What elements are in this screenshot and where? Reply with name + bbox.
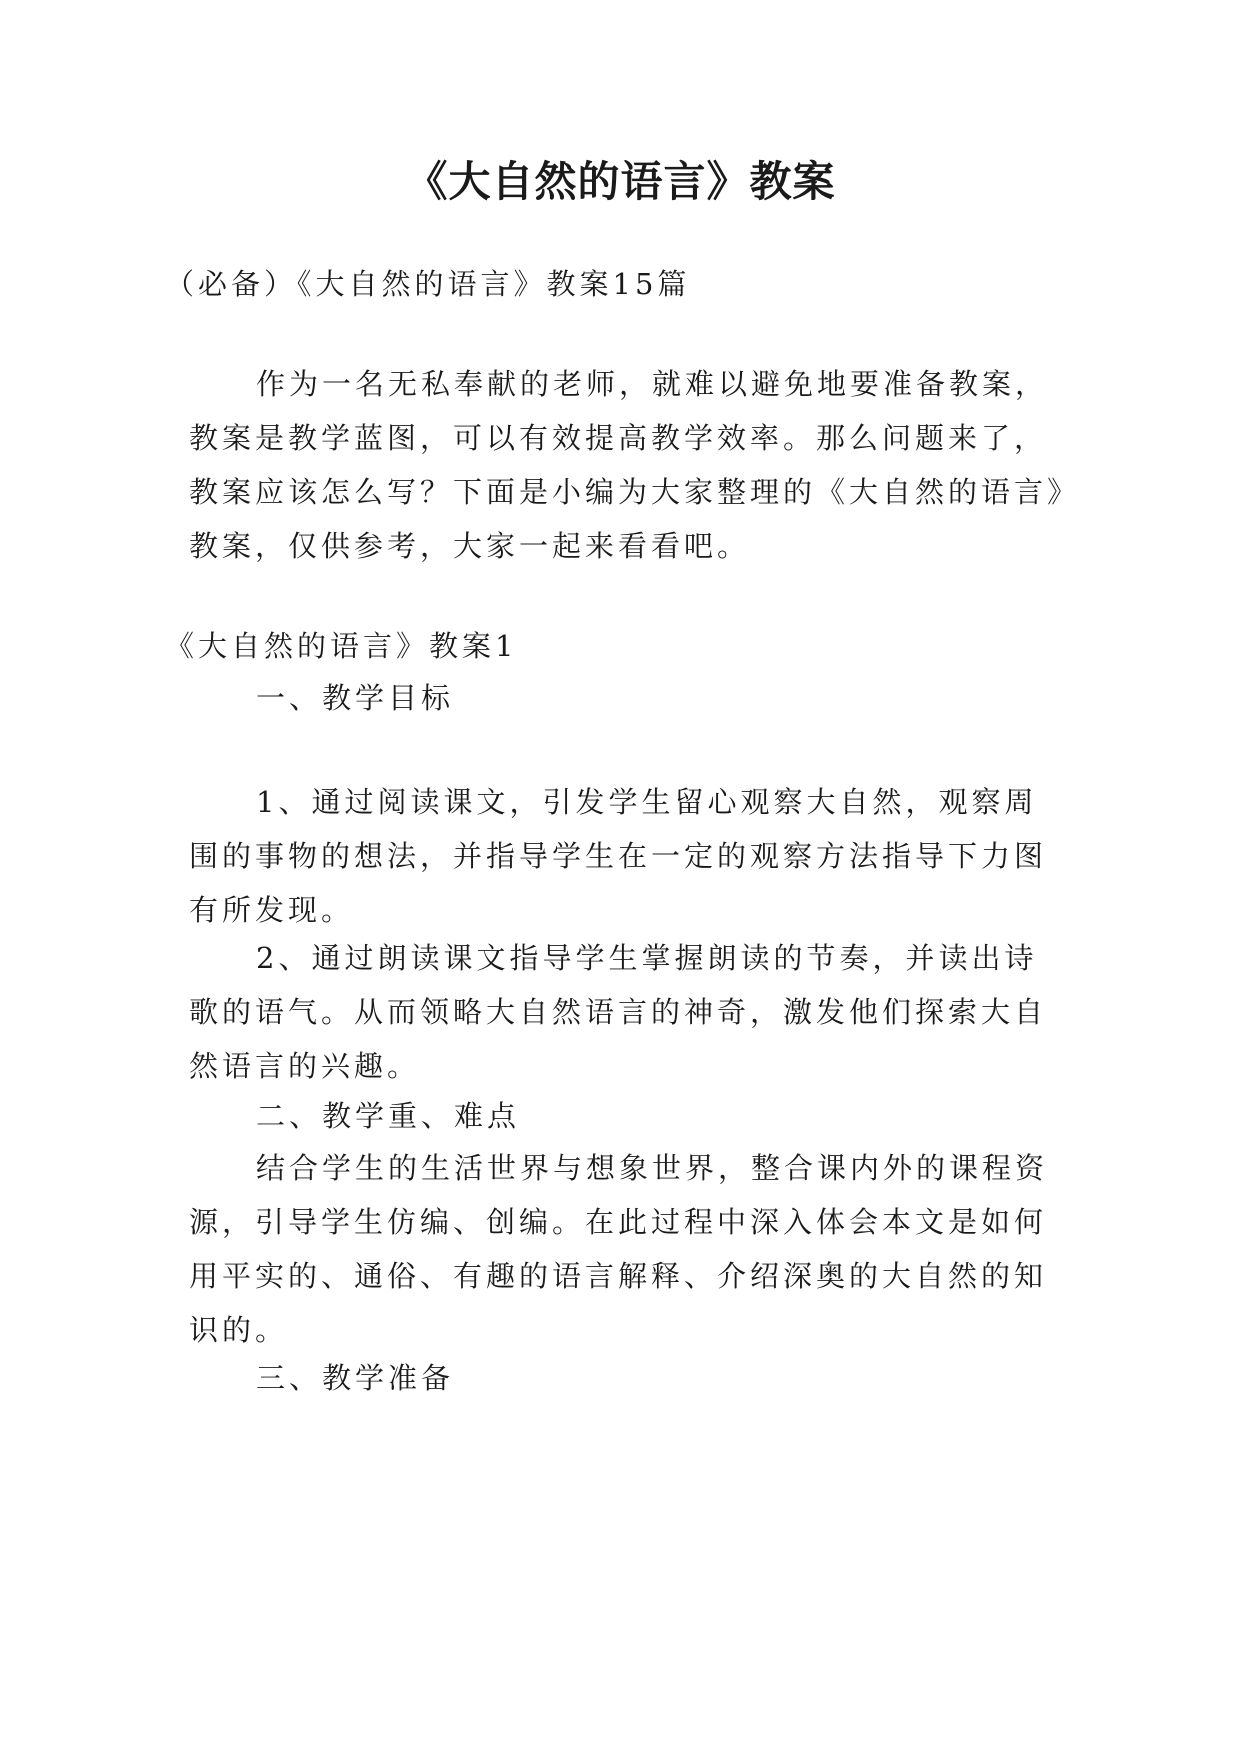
goal-line: 歌的语气。从而领略大自然语言的神奇，激发他们探索大自 [189, 995, 1048, 1029]
goal-line: 1、通过阅读课文，引发学生留心观察大自然，观察周 [256, 785, 1038, 819]
section-heading: 一、教学目标 [256, 681, 455, 715]
section-heading: 三、教学准备 [256, 1361, 455, 1395]
intro-line: 教案是教学蓝图，可以有效提高教学效率。那么问题来了， [189, 421, 1048, 455]
document-title: 《大自然的语言》教案 [405, 157, 836, 206]
intro-line: 作为一名无私奉献的老师，就难以避免地要准备教案， [256, 367, 1049, 401]
intro-line: 教案应该怎么写？下面是小编为大家整理的《大自然的语言》 [189, 475, 1081, 509]
goal-line: 然语言的兴趣。 [189, 1049, 421, 1083]
keypoint-line: 用平实的、通俗、有趣的语言解释、介绍深奥的大自然的知 [189, 1259, 1048, 1293]
section-heading: 二、教学重、难点 [256, 1099, 521, 1133]
section-title: 《大自然的语言》教案1 [165, 629, 518, 663]
goal-line: 2、通过朗读课文指导学生掌握朗读的节奏，并读出诗 [256, 941, 1038, 975]
intro-line: 教案，仅供参考，大家一起来看看吧。 [189, 529, 751, 563]
goal-line: 有所发现。 [189, 893, 355, 927]
keypoint-line: 结合学生的生活世界与想象世界，整合课内外的课程资 [256, 1151, 1049, 1185]
goal-line: 围的事物的想法，并指导学生在一定的观察方法指导下力图 [189, 839, 1048, 873]
keypoint-line: 识的。 [189, 1313, 289, 1347]
document-subtitle: （必备）《大自然的语言》教案15篇 [165, 267, 691, 301]
keypoint-line: 源，引导学生仿编、创编。在此过程中深入体会本文是如何 [189, 1205, 1048, 1239]
